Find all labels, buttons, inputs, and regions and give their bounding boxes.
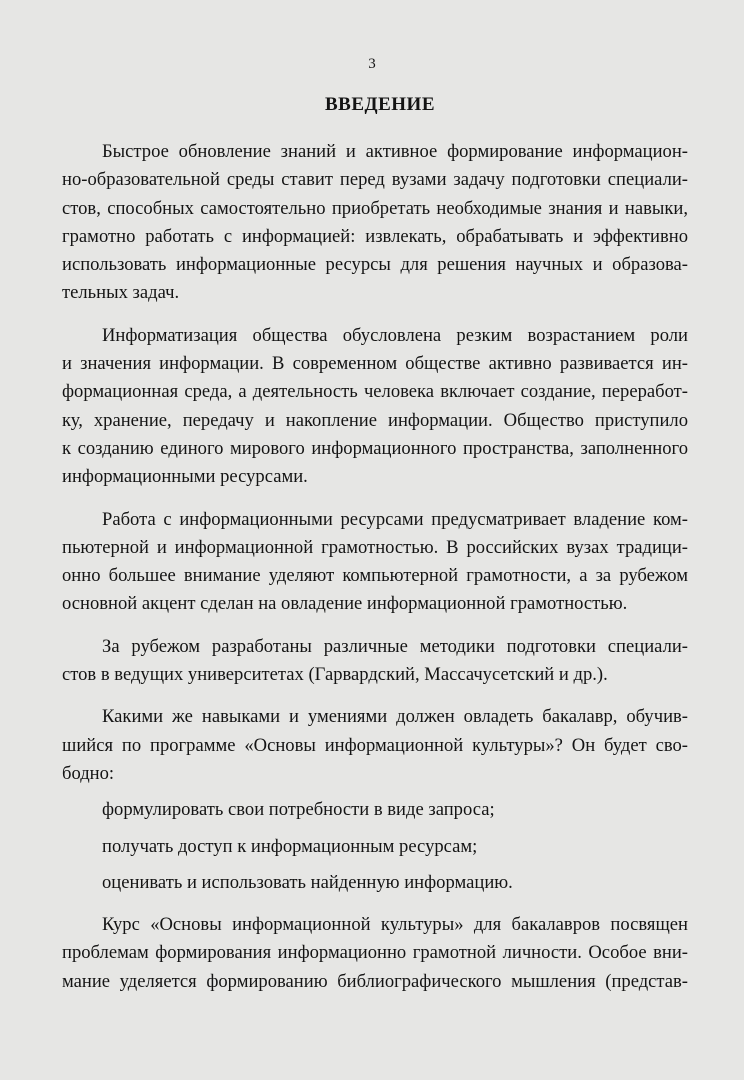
text-line: мание уделяется формированию библиографического мышления (представ- — [62, 970, 688, 992]
text-line: Информатизация общества обусловлена резким возрастанием роли — [102, 324, 688, 346]
text-line: За рубежом разработаны различные методики подготовки специали- — [102, 635, 688, 657]
body-text — [62, 138, 688, 996]
text-line: и значения информации. В современном обществе активно развивается ин- — [62, 353, 688, 375]
text-line: использовать информационные ресурсы для решения научных и образова- — [62, 254, 688, 276]
text-line: Какими же навыками и умениями должен овладеть бакалавр, обучив- — [102, 706, 688, 728]
text-line: пьютерной и информационной грамотностью. В российских вузах традици- — [62, 536, 688, 558]
text-line: формационная среда, а деятельность человека включает создание, переработ- — [62, 381, 688, 403]
paragraph-1 — [62, 138, 688, 308]
section-heading: ВВЕДЕНИЕ — [325, 94, 435, 115]
text-line: онно большее внимание уделяют компьютерной грамотности, а за рубежом — [62, 565, 688, 587]
text-line: тельных задач. — [62, 282, 180, 304]
text-line: бодно: — [62, 762, 115, 784]
text-line: ку, хранение, передачу и накопление информации. Общество приступило — [62, 409, 688, 431]
text-line: стов в ведущих университетах (Гарвардский, Массачусетский и др.). — [62, 664, 608, 686]
list-item: формулировать свои потребности в виде запроса; — [102, 799, 495, 821]
text-line: информационными ресурсами. — [62, 466, 308, 488]
text-line: Работа с информационными ресурсами предусматривает владение ком- — [102, 508, 688, 530]
page-number: 3 — [368, 56, 376, 72]
paragraph-3 — [62, 506, 688, 619]
paragraph-6 — [62, 911, 688, 996]
paragraph-2 — [62, 322, 688, 492]
list-item: оценивать и использовать найденную информацию. — [102, 871, 513, 893]
text-line: грамотно работать с информацией: извлекать, обрабатывать и эффективно — [62, 225, 688, 247]
text-line: Быстрое обновление знаний и активное формирование информацион- — [102, 141, 688, 162]
text-line: проблемам формирования информационно грамотной личности. Особое вни- — [62, 942, 688, 964]
text-line: Курс «Основы информационной культуры» для бакалавров посвящен — [102, 914, 688, 936]
paragraph-4 — [62, 633, 688, 690]
list-item: получать доступ к информационным ресурсам; — [102, 835, 478, 857]
text-line: стов, способных самостоятельно приобретать необходимые знания и навыки, — [62, 197, 688, 219]
text-line: основной акцент сделан на овладение информационной грамотностью. — [62, 593, 628, 615]
text-line: но-образовательной среды ставит перед вузами задачу подготовки специали- — [62, 169, 688, 191]
text-line: шийся по программе «Основы информационной культуры»? Он будет сво- — [62, 734, 688, 756]
paragraph-5 — [62, 703, 688, 788]
text-line: к созданию единого мирового информационного пространства, заполненного — [62, 437, 688, 459]
